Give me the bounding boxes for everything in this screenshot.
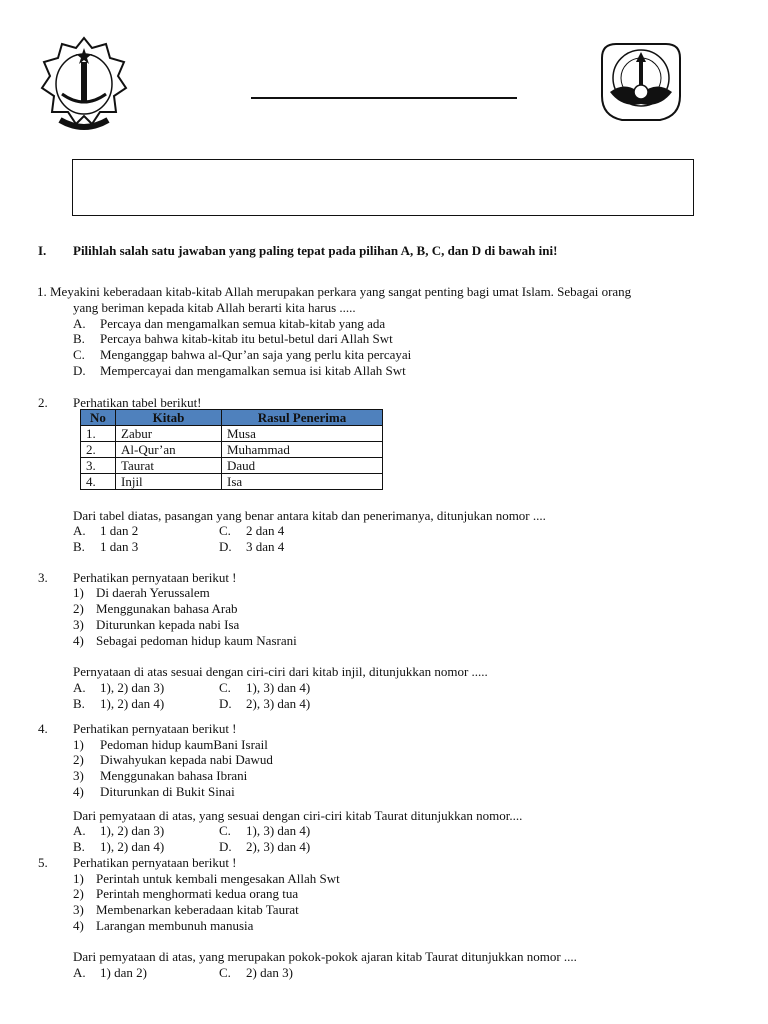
table-cell: Zabur xyxy=(116,426,222,442)
q5-intro: Perhatikan pernyataan berikut ! xyxy=(73,855,237,870)
table-cell: Taurat xyxy=(116,458,222,474)
q3-statement-text: Di daerah Yerussalem xyxy=(96,585,210,600)
q5-option-letter: A. xyxy=(73,965,86,980)
q4-option-letter: A. xyxy=(73,823,86,838)
regency-crest-logo xyxy=(40,34,128,138)
q3-option-text: 2), 3) dan 4) xyxy=(246,696,311,711)
q1-stem-line2: yang beriman kepada kitab Allah berarti kita harus ..... xyxy=(73,300,356,315)
table-cell: 4. xyxy=(81,474,116,490)
table-header-row xyxy=(81,410,383,426)
student-info-box xyxy=(72,159,694,216)
q4-statement-text: Diwahyukan kepada nabi Dawud xyxy=(100,752,273,767)
q4-question: Dari pemyataan di atas, yang sesuai dengan ciri-ciri kitab Taurat ditunjukkan nomor.... xyxy=(73,808,523,823)
q5-option-letter: C. xyxy=(219,965,231,980)
table-cell: Isa xyxy=(222,474,383,490)
q5-statement-text: Perintah menghormati kedua orang tua xyxy=(96,886,299,901)
table-header-cell: No xyxy=(81,410,116,426)
q3-statement-num: 3) xyxy=(73,617,84,632)
kitab-table xyxy=(80,409,383,490)
q5-statement-num: 3) xyxy=(73,902,84,917)
q3-option-letter: A. xyxy=(73,680,86,695)
q4-statement-num: 2) xyxy=(73,752,84,767)
q2-option-letter: B. xyxy=(73,539,85,554)
section-number: I. xyxy=(38,243,47,258)
q1-option-text: Mempercayai dan mengamalkan semua isi kitab Allah Swt xyxy=(100,363,406,378)
table-cell: Al-Qur’an xyxy=(116,442,222,458)
table-header-cell: Rasul Penerima xyxy=(222,410,383,426)
q4-option-text: 2), 3) dan 4) xyxy=(246,839,311,854)
q2-option-letter: D. xyxy=(219,539,232,554)
q1-option-text: Percaya bahwa kitab-kitab itu betul-betul dari Allah Swt xyxy=(100,331,393,346)
q3-statement-num: 1) xyxy=(73,585,84,600)
q3-statement-text: Menggunakan bahasa Arab xyxy=(96,601,238,616)
q3-option-text: 1), 2) dan 4) xyxy=(100,696,165,711)
table-cell: 1. xyxy=(81,426,116,442)
q1-option-text: Percaya dan mengamalkan semua kitab-kitab yang ada xyxy=(100,316,386,331)
q2-option-text: 1 dan 2 xyxy=(100,523,139,538)
q3-number: 3. xyxy=(38,570,48,585)
q5-question: Dari pemyataan di atas, yang merupakan pokok-pokok ajaran kitab Taurat ditunjukkan nomor .... xyxy=(73,949,577,964)
q3-option-letter: D. xyxy=(219,696,232,711)
q1-stem-line1: 1. Meyakini keberadaan kitab-kitab Allah merupakan perkara yang sangat penting bagi umat Islam. Sebagai orang xyxy=(37,284,632,299)
q1-option-text: Menganggap bahwa al-Qur’an saja yang perlu kita percayai xyxy=(100,347,412,362)
q4-option-letter: B. xyxy=(73,839,85,854)
q4-option-text: 1), 2) dan 3) xyxy=(100,823,165,838)
q3-option-letter: B. xyxy=(73,696,85,711)
q5-statement-text: Larangan membunuh manusia xyxy=(96,918,254,933)
q5-statement-num: 2) xyxy=(73,886,84,901)
q5-statement-num: 1) xyxy=(73,871,84,886)
q4-statement-num: 4) xyxy=(73,784,84,799)
q1-option-letter: C. xyxy=(73,347,85,362)
q5-option-text: 1) dan 2) xyxy=(100,965,147,980)
q1-option-letter: D. xyxy=(73,363,86,378)
q5-statement-text: Membenarkan keberadaan kitab Taurat xyxy=(96,902,299,917)
q3-statement-text: Diturunkan kepada nabi Isa xyxy=(96,617,240,632)
q3-question: Pernyataan di atas sesuai dengan ciri-ciri dari kitab injil, ditunjukkan nomor ..... xyxy=(73,664,488,679)
q2-intro: Perhatikan tabel berikut! xyxy=(73,395,202,410)
q2-option-text: 1 dan 3 xyxy=(100,539,139,554)
q4-number: 4. xyxy=(38,721,48,736)
q1-option-letter: B. xyxy=(73,331,85,346)
q4-option-letter: C. xyxy=(219,823,231,838)
q1-option-letter: A. xyxy=(73,316,86,331)
q2-question: Dari tabel diatas, pasangan yang benar antara kitab dan penerimanya, ditunjukan nomor .... xyxy=(73,508,546,523)
q2-option-text: 3 dan 4 xyxy=(246,539,285,554)
table-row xyxy=(81,458,383,474)
q4-option-text: 1), 2) dan 4) xyxy=(100,839,165,854)
q4-statement-text: Pedoman hidup kaumBani Israil xyxy=(100,737,268,752)
q3-statement-text: Sebagai pedoman hidup kaum Nasrani xyxy=(96,633,297,648)
table-cell: Injil xyxy=(116,474,222,490)
q3-option-text: 1), 2) dan 3) xyxy=(100,680,165,695)
q3-statement-num: 2) xyxy=(73,601,84,616)
q2-option-text: 2 dan 4 xyxy=(246,523,285,538)
table-cell: 3. xyxy=(81,458,116,474)
q4-statement-num: 1) xyxy=(73,737,84,752)
q3-option-letter: C. xyxy=(219,680,231,695)
q5-option-text: 2) dan 3) xyxy=(246,965,293,980)
table-cell: Muhammad xyxy=(222,442,383,458)
table-row xyxy=(81,474,383,490)
school-emblem-logo xyxy=(596,36,686,126)
q2-option-letter: C. xyxy=(219,523,231,538)
q5-number: 5. xyxy=(38,855,48,870)
q4-statement-num: 3) xyxy=(73,768,84,783)
table-row xyxy=(81,426,383,442)
table-cell: Daud xyxy=(222,458,383,474)
q4-intro: Perhatikan pernyataan berikut ! xyxy=(73,721,237,736)
q2-option-letter: A. xyxy=(73,523,86,538)
q3-intro: Perhatikan pernyataan berikut ! xyxy=(73,570,237,585)
q3-statement-num: 4) xyxy=(73,633,84,648)
q5-statement-text: Perintah untuk kembali mengesakan Allah Swt xyxy=(96,871,340,886)
table-cell: Musa xyxy=(222,426,383,442)
q4-statement-text: Diturunkan di Bukit Sinai xyxy=(100,784,235,799)
q3-option-text: 1), 3) dan 4) xyxy=(246,680,311,695)
table-header-cell: Kitab xyxy=(116,410,222,426)
q4-statement-text: Menggunakan bahasa Ibrani xyxy=(100,768,248,783)
section-instruction: Pilihlah salah satu jawaban yang paling tepat pada pilihan A, B, C, dan D di bawah ini! xyxy=(73,243,558,258)
table-row xyxy=(81,442,383,458)
q2-number: 2. xyxy=(38,395,48,410)
q4-option-text: 1), 3) dan 4) xyxy=(246,823,311,838)
title-underline xyxy=(251,97,517,99)
table-cell: 2. xyxy=(81,442,116,458)
q5-statement-num: 4) xyxy=(73,918,84,933)
q4-option-letter: D. xyxy=(219,839,232,854)
